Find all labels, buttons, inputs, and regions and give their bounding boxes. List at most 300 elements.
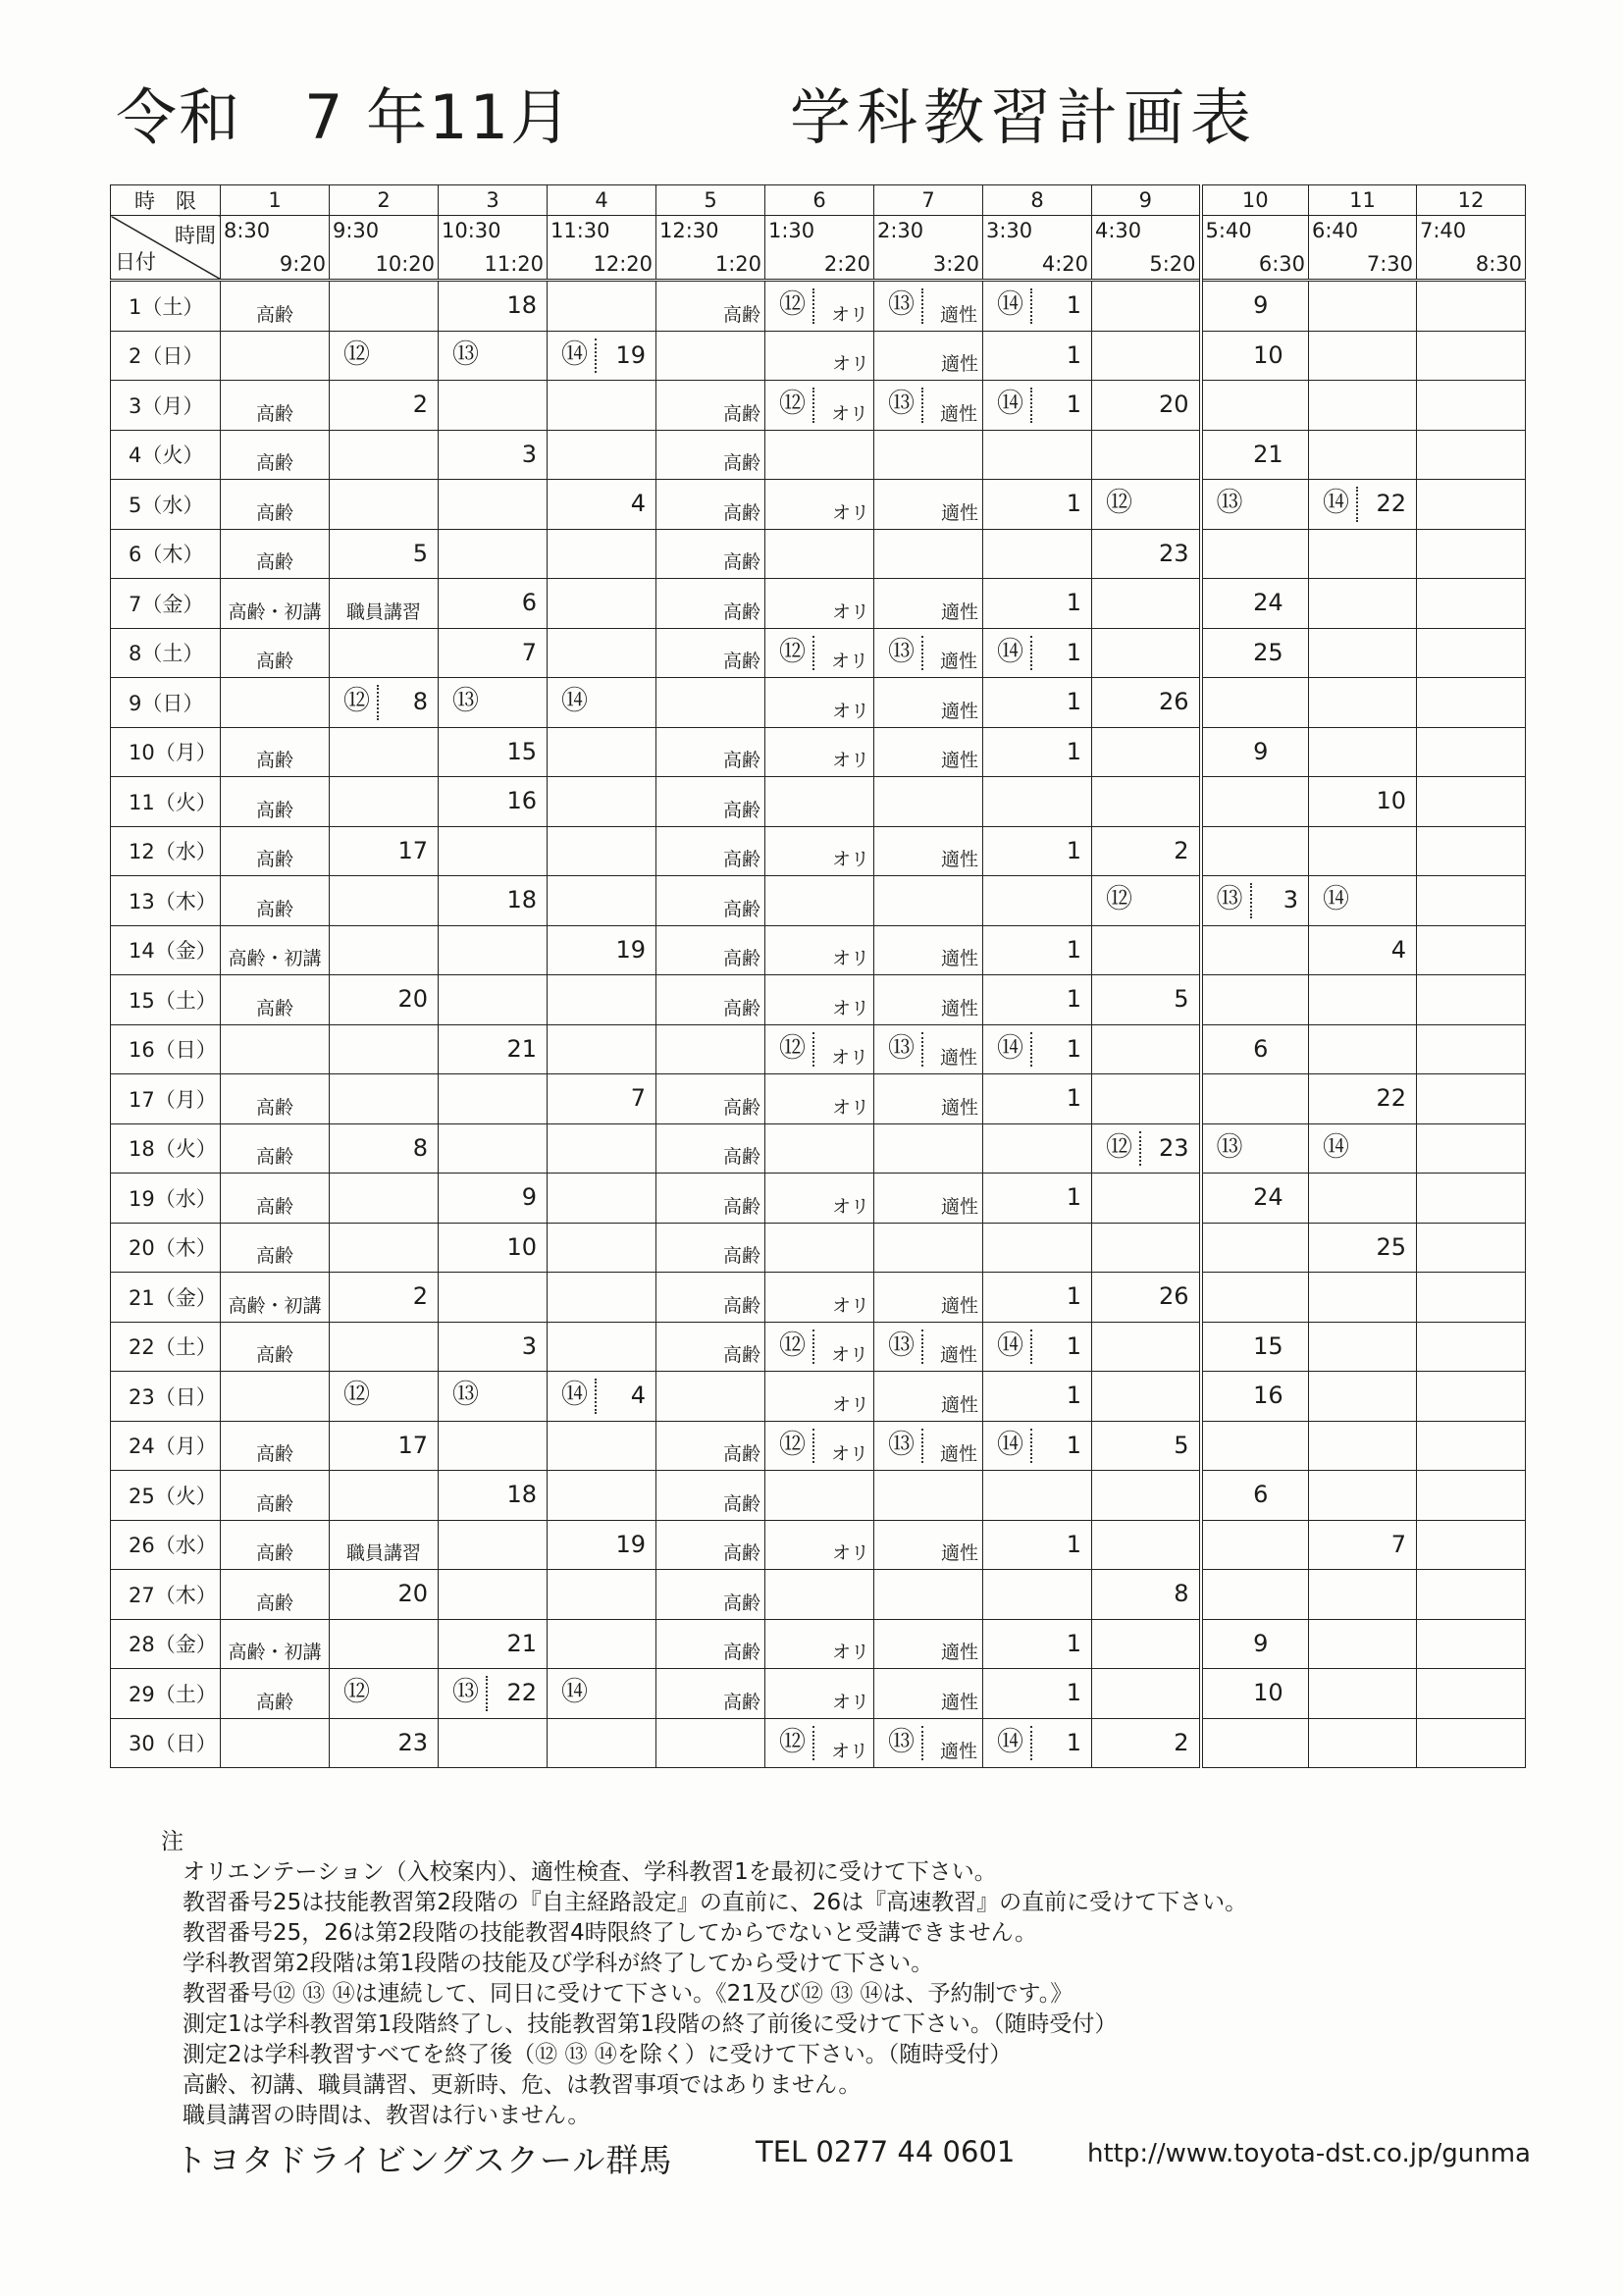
lesson-label: オリ [831,700,869,722]
schedule-cell [1201,579,1309,629]
lesson-number: 1 [1066,291,1081,319]
lesson-label: 適性 [940,1096,978,1119]
period-number: 4 [548,185,656,216]
schedule-cell [983,1520,1092,1570]
table-row [111,579,1526,629]
period-start-time: 4:30 [1095,219,1142,242]
schedule-cell [330,925,439,975]
schedule-cell [874,1123,983,1174]
dotted-divider [595,1379,597,1414]
lesson-label: オリ [831,1294,869,1317]
schedule-cell [439,1570,548,1620]
schedule-cell [548,1174,656,1224]
schedule-cell [874,1520,983,1570]
table-row [111,1372,1526,1422]
schedule-cell [656,1074,765,1124]
schedule-cell [330,628,439,678]
lesson-circled-number: ⑬ [452,686,479,716]
dotted-divider [921,388,923,423]
schedule-cell [330,1421,439,1471]
period-end-time: 2:20 [823,252,870,276]
schedule-cell [765,628,874,678]
table-row [111,876,1526,926]
lesson-circled-number: ⑫ [779,289,806,320]
schedule-cell [330,1471,439,1521]
table-row [111,1520,1526,1570]
schedule-cell [983,1273,1092,1323]
schedule-cell [656,1174,765,1224]
schedule-cell [221,579,330,629]
schedule-cell [548,1570,656,1620]
schedule-cell [439,381,548,431]
title-year-month: 令和 7 年11月 [116,81,574,153]
schedule-cell [656,1123,765,1174]
schedule-cell [983,331,1092,381]
lesson-circled-number: ⑬ [888,1032,915,1064]
schedule-cell [983,1123,1092,1174]
lesson-circled-number: ⑬ [1216,488,1243,518]
schedule-cell [765,1421,874,1471]
schedule-cell [221,925,330,975]
lesson-number: 17 [397,836,428,864]
lesson-circled-number: ⑭ [997,1032,1023,1064]
schedule-cell [1092,1273,1201,1323]
schedule-cell [1201,826,1309,876]
period-number: 5 [656,185,765,216]
lesson-number: 1 [1066,688,1081,715]
schedule-cell [656,975,765,1025]
schedule-cell [330,777,439,827]
table-row [111,1174,1526,1224]
lesson-label: 適性 [940,1691,978,1713]
dotted-divider [812,1330,814,1365]
schedule-cell [1201,876,1309,926]
schedule-cell [874,480,983,530]
lesson-label: 高齢 [255,551,293,573]
period-time [1201,216,1309,281]
dotted-divider [1356,487,1358,522]
schedule-cell [330,331,439,381]
lesson-label: 高齢 [722,1344,760,1366]
schedule-cell [1309,727,1417,777]
schedule-cell [548,1718,656,1768]
schedule-cell [1201,1273,1309,1323]
schedule-cell [765,480,874,530]
schedule-cell [1309,381,1417,431]
schedule-cell [221,876,330,926]
schedule-cell [439,1273,548,1323]
lesson-label: オリ [830,1047,868,1069]
table-row [111,777,1526,827]
schedule-cell [1201,1471,1309,1521]
notes [157,1827,1247,2131]
schedule-cell [765,777,874,827]
lesson-label: 高齢 [255,750,293,771]
lesson-circled-number: ⑭ [1323,1131,1349,1163]
lesson-label: オリ [830,303,868,326]
footer-url[interactable]: http://www.toyota-dst.co.jp/gunma [1087,2139,1531,2168]
date-cell: 24（月） [111,1421,221,1471]
schedule-cell [874,826,983,876]
schedule-cell [656,925,765,975]
schedule-cell [1201,1174,1309,1224]
schedule-cell [439,1718,548,1768]
lesson-circled-number: ⑭ [561,339,588,370]
schedule-cell [439,331,548,381]
schedule-cell [548,826,656,876]
date-cell: 27（木） [111,1570,221,1620]
lesson-number: 23 [1158,1133,1189,1162]
lesson-number: 10 [1253,1679,1283,1706]
lesson-number: 1 [1066,1382,1081,1409]
schedule-cell [1309,1123,1417,1174]
schedule-cell [439,1372,548,1422]
schedule-cell [221,430,330,480]
schedule-cell [874,777,983,827]
lesson-label: 高齢 [722,948,760,969]
lesson-label: 高齢 [722,501,760,524]
schedule-cell [983,1372,1092,1422]
schedule-cell [548,1273,656,1323]
lesson-number: 8 [1174,1580,1189,1607]
date-cell: 14（金） [111,925,221,975]
schedule-cell [439,975,548,1025]
schedule-cell [1309,1024,1417,1074]
lesson-number: 8 [412,688,428,715]
date-cell: 25（火） [111,1471,221,1521]
lesson-label: 高齢 [722,849,760,870]
lesson-number: 19 [615,1530,646,1558]
schedule-cell [1092,1520,1201,1570]
period-end-time: 4:20 [1041,252,1088,276]
date-cell: 13（木） [111,876,221,926]
date-cell: 5（水） [111,480,221,530]
lesson-number: 5 [412,539,428,567]
lesson-number: 1 [1066,391,1081,418]
schedule-cell [765,331,874,381]
schedule-cell [983,826,1092,876]
schedule-cell [221,1372,330,1422]
lesson-number: 20 [397,985,428,1013]
dotted-divider [1030,636,1032,671]
schedule-cell [330,1669,439,1719]
lesson-number: 19 [615,340,646,369]
date-cell: 19（水） [111,1174,221,1224]
lesson-label: 高齢 [255,651,293,672]
table-row [111,628,1526,678]
schedule-cell [874,1570,983,1620]
schedule-cell [221,1471,330,1521]
lesson-number: 5 [1174,985,1189,1013]
lesson-label: オリ [831,501,869,524]
schedule-cell [548,331,656,381]
schedule-cell [548,1123,656,1174]
date-cell: 26（水） [111,1520,221,1570]
schedule-cell [1092,1223,1201,1273]
lesson-circled-number: ⑬ [888,1429,915,1460]
schedule-cell [1201,381,1309,431]
lesson-number: 6 [1253,1481,1269,1508]
dotted-divider [812,1726,814,1761]
schedule-cell [765,1570,874,1620]
lesson-number: 1 [1066,985,1081,1013]
schedule-cell [1092,1669,1201,1719]
schedule-cell [656,1570,765,1620]
schedule-cell [1092,1619,1201,1669]
period-time [221,216,330,281]
dotted-divider [377,685,379,720]
schedule-cell [983,975,1092,1025]
schedule-cell [439,1223,548,1273]
schedule-cell [1417,1718,1526,1768]
schedule-cell [1092,628,1201,678]
lesson-number: 18 [506,886,537,913]
schedule-cell [1417,579,1526,629]
schedule-cell [1309,1520,1417,1570]
schedule-cell [874,1024,983,1074]
lesson-number: 2 [412,391,428,418]
schedule-cell [439,1520,548,1570]
dotted-divider [1030,388,1032,423]
schedule-cell [1201,529,1309,579]
lesson-number: 1 [1066,737,1081,765]
schedule-cell [548,876,656,926]
lesson-number: 4 [1390,935,1406,964]
schedule-cell [765,430,874,480]
lesson-label: オリ [830,651,868,672]
schedule-cell [1092,727,1201,777]
schedule-cell [656,1471,765,1521]
note-line: オリエンテーション（入校案内）、適性検査、学科教習1を最初に受けて下さい。 [183,1859,997,1885]
table-row [111,1471,1526,1521]
table-row [111,1273,1526,1323]
schedule-table [110,184,1526,1768]
lesson-number: 1 [1066,935,1081,964]
schedule-cell [656,1421,765,1471]
schedule-cell [1309,876,1417,926]
schedule-cell [874,281,983,332]
schedule-cell [983,430,1092,480]
lesson-number: 8 [412,1133,428,1162]
lesson-label: 高齢 [255,402,293,425]
date-cell: 18（火） [111,1123,221,1174]
schedule-cell [656,826,765,876]
schedule-cell [1092,1471,1201,1521]
schedule-cell [221,1520,330,1570]
schedule-cell [1417,727,1526,777]
table-row [111,430,1526,480]
lesson-label: 高齢 [255,1542,293,1564]
schedule-cell [1092,1322,1201,1372]
schedule-cell [874,1619,983,1669]
lesson-circled-number: ⑬ [452,339,479,370]
schedule-cell [983,1074,1092,1124]
schedule-cell [221,1273,330,1323]
table-row [111,975,1526,1025]
dotted-divider [921,1726,923,1761]
lesson-circled-number: ⑭ [997,1330,1023,1361]
lesson-circled-number: ⑬ [888,389,915,419]
note-line: 測定1は学科教習第1段階終了し、技能教習第1段階の終了前後に受けて下さい。（随時受付） [183,2011,1118,2037]
schedule-cell [221,1619,330,1669]
schedule-cell [656,777,765,827]
date-cell: 15（土） [111,975,221,1025]
lesson-label: 高齢 [722,1443,760,1465]
lesson-label: 適性 [940,1542,978,1564]
schedule-cell [983,1471,1092,1521]
lesson-number: 1 [1066,490,1081,517]
schedule-cell [548,1421,656,1471]
period-start-time: 9:30 [333,219,380,242]
schedule-cell [1309,579,1417,629]
schedule-cell [1417,1123,1526,1174]
lesson-number: 1 [1066,638,1081,666]
note-line: 高齢、初講、職員講習、更新時、危、は教習事項ではありません。 [183,2072,862,2098]
schedule-cell [1309,1174,1417,1224]
period-start-time: 1:30 [768,219,815,242]
schedule-cell [874,1223,983,1273]
schedule-cell [439,628,548,678]
schedule-cell [1092,1570,1201,1620]
dotted-divider [1030,1330,1032,1365]
schedule-cell [1309,1273,1417,1323]
table-row [111,1570,1526,1620]
dotted-divider [812,388,814,423]
lesson-number: 26 [1158,1282,1189,1310]
date-label: 日付 [115,250,156,274]
schedule-cell [1092,381,1201,431]
schedule-cell [765,1223,874,1273]
lesson-number: 6 [1253,1034,1269,1063]
schedule-cell [1092,678,1201,728]
schedule-cell [1417,1619,1526,1669]
lesson-label: 適性 [940,501,978,524]
dotted-divider [1030,1429,1032,1464]
schedule-cell [1092,975,1201,1025]
schedule-cell [1417,1174,1526,1224]
schedule-cell [1309,1471,1417,1521]
lesson-label: 高齢 [722,898,760,920]
table-row [111,1074,1526,1124]
table-row [111,925,1526,975]
lesson-label: 適性 [939,1443,977,1465]
schedule-cell [765,1669,874,1719]
schedule-cell [1092,1074,1201,1124]
lesson-number: 4 [630,1382,646,1409]
dotted-divider [595,339,597,374]
schedule-cell [874,529,983,579]
schedule-cell [1309,925,1417,975]
schedule-cell [765,1123,874,1174]
schedule-cell [548,628,656,678]
schedule-cell [656,1024,765,1074]
schedule-cell [221,1421,330,1471]
schedule-cell [1309,281,1417,332]
lesson-number: 25 [1253,638,1283,666]
lesson-circled-number: ⑬ [1216,884,1243,914]
period-time [330,216,439,281]
schedule-cell [330,678,439,728]
period-number: 1 [221,185,330,216]
period-end-time: 5:20 [1149,252,1196,276]
schedule-cell [874,975,983,1025]
schedule-cell [983,925,1092,975]
dotted-divider [921,1032,923,1068]
lesson-number: 17 [397,1431,428,1459]
schedule-cell [330,1074,439,1124]
dotted-divider [812,1429,814,1464]
schedule-cell [874,876,983,926]
lesson-label: オリ [831,1642,869,1663]
lesson-label: 高齢 [722,452,760,474]
schedule-cell [439,1074,548,1124]
lesson-circled-number: ⑭ [561,1380,588,1410]
schedule-cell [765,381,874,431]
date-cell: 8（土） [111,628,221,678]
lesson-label: 適性 [940,1195,978,1218]
period-end-time: 8:30 [1475,252,1522,276]
schedule-cell [1417,480,1526,530]
schedule-cell [1309,1570,1417,1620]
lesson-number: 2 [1174,836,1189,864]
schedule-cell [656,727,765,777]
schedule-cell [1201,777,1309,827]
lesson-circled-number: ⑫ [343,1380,370,1410]
lesson-circled-number: ⑭ [561,686,588,716]
schedule-cell [221,777,330,827]
schedule-cell [1092,1024,1201,1074]
schedule-cell [221,529,330,579]
lesson-number: 6 [521,589,537,616]
lesson-label: オリ [831,353,869,375]
schedule-cell [1092,529,1201,579]
period-time [656,216,765,281]
table-row [111,1718,1526,1768]
period-end-time: 10:20 [375,252,435,276]
lesson-label: オリ [831,750,869,771]
period-time [1417,216,1526,281]
period-start-time: 6:40 [1312,219,1359,242]
lesson-label: オリ [831,1195,869,1218]
schedule-cell [1092,579,1201,629]
schedule-cell [1201,1520,1309,1570]
lesson-label: 高齢 [255,1146,293,1168]
lesson-number: 3 [1283,886,1298,913]
lesson-circled-number: ⑭ [997,389,1023,419]
dotted-divider [812,288,814,324]
lesson-circled-number: ⑭ [997,289,1023,320]
schedule-cell [1092,876,1201,926]
lesson-number: 5 [1174,1431,1189,1459]
lesson-label: 高齢 [722,600,760,623]
schedule-cell [439,876,548,926]
lesson-label: 高齢 [722,1691,760,1713]
lesson-number: 1 [1066,1034,1081,1063]
schedule-cell [1092,1174,1201,1224]
lesson-label: 高齢 [255,1096,293,1119]
schedule-cell [1309,1074,1417,1124]
period-start-time: 2:30 [877,219,924,242]
period-time [1092,216,1201,281]
schedule-cell [765,1074,874,1124]
lesson-label: オリ [830,1344,868,1366]
schedule-cell [1417,628,1526,678]
lesson-circled-number: ⑬ [452,1380,479,1410]
lesson-number: 9 [521,1183,537,1211]
schedule-cell [656,1718,765,1768]
lesson-label: 高齢 [255,1344,293,1366]
schedule-cell [765,579,874,629]
